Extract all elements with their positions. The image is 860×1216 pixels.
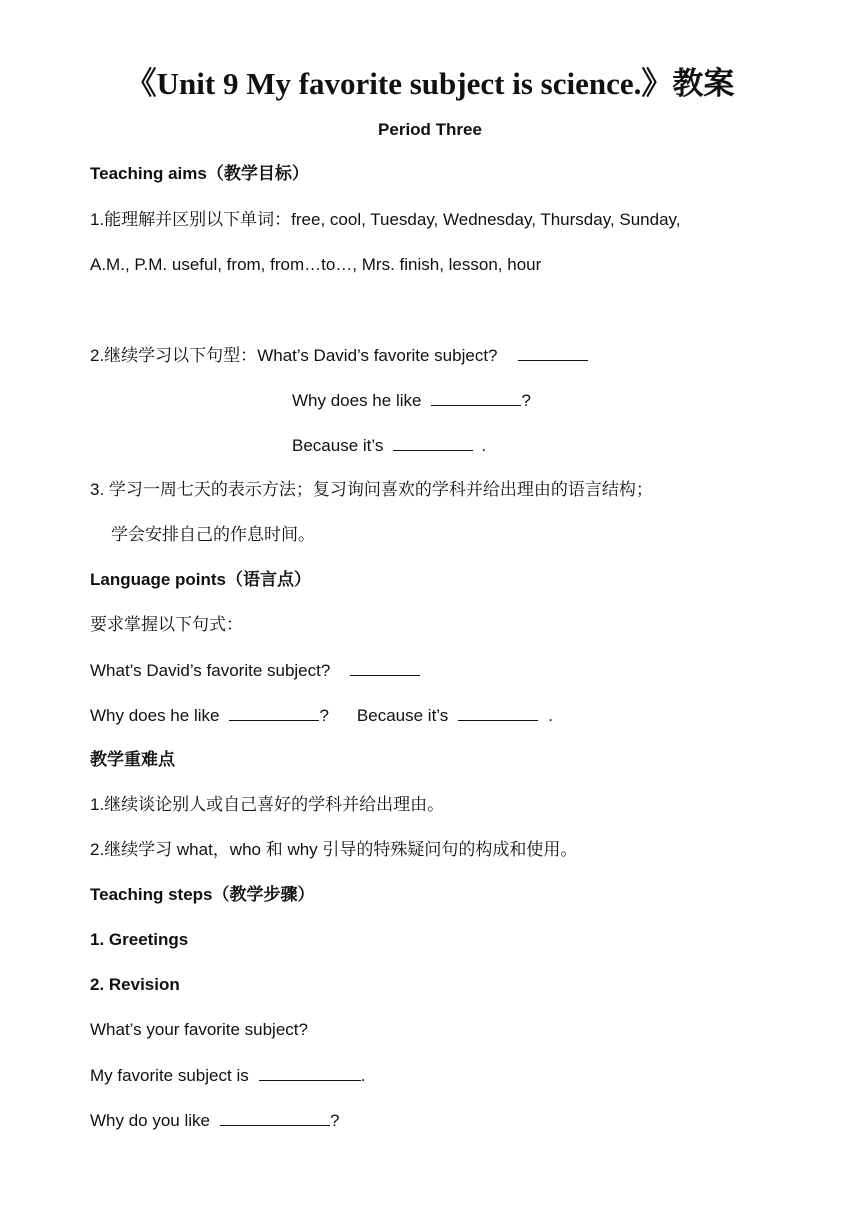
step-greetings: 1. Greetings xyxy=(90,930,189,949)
revision-question2: Why do you like xyxy=(90,1111,210,1130)
question-mark: ? xyxy=(330,1111,340,1130)
language-points-line1 xyxy=(90,659,420,682)
document-subtitle: Period Three xyxy=(378,120,482,139)
revision-line3 xyxy=(90,1109,339,1132)
aims-item1-line1: 1.能理解并区别以下单词：free, cool, Tuesday, Wednesday, Thursday, Sunday, xyxy=(90,210,681,229)
language-points-line2 xyxy=(90,704,553,727)
answer-blank xyxy=(393,434,473,451)
key-points-item2: 2.继续学习 what，who 和 why 引导的特殊疑问句的构成和使用。 xyxy=(90,840,578,859)
key-points-heading: 教学重难点 xyxy=(90,750,175,769)
aims-item2-line1 xyxy=(90,344,588,367)
step-revision: 2. Revision xyxy=(90,975,180,994)
answer-blank xyxy=(458,704,538,721)
answer-blank xyxy=(431,389,521,406)
lp-answer: Because it’s xyxy=(356,706,449,725)
period-mark: . xyxy=(360,1066,366,1085)
question-mark: ? xyxy=(319,706,329,725)
revision-line2 xyxy=(90,1064,365,1087)
aims-item3-line1: 3. 学习一周七天的表示方法；复习询问喜欢的学科并给出理由的语言结构； xyxy=(90,480,653,499)
aims-item2-question1: What’s David’s favorite subject? xyxy=(257,346,498,365)
answer-blank xyxy=(229,704,319,721)
aims-item2-line2 xyxy=(292,389,531,412)
revision-answer: My favorite subject is xyxy=(90,1066,249,1085)
aims-item3-line2: 学会安排自己的作息时间。 xyxy=(111,525,315,544)
answer-blank xyxy=(220,1109,330,1126)
lp-question1: What’s David’s favorite subject? xyxy=(90,661,331,680)
document-title: 《Unit 9 My favorite subject is science.》教案 xyxy=(125,66,735,101)
revision-question1: What’s your favorite subject? xyxy=(90,1020,308,1039)
answer-blank xyxy=(350,659,420,676)
teaching-aims-heading: Teaching aims（教学目标） xyxy=(90,164,309,183)
key-points-item1: 1.继续谈论别人或自己喜好的学科并给出理由。 xyxy=(90,795,445,814)
period-mark: . xyxy=(548,706,554,725)
period-mark: . xyxy=(481,436,487,455)
aims-item2-prefix: 2.继续学习以下句型： xyxy=(90,346,258,365)
aims-item2-line3 xyxy=(292,434,486,457)
aims-item2-question2: Why does he like xyxy=(292,391,422,410)
aims-item2-answer: Because it’s xyxy=(292,436,384,455)
language-points-heading: Language points（语言点） xyxy=(90,570,311,589)
answer-blank xyxy=(518,344,588,361)
teaching-steps-heading: Teaching steps（教学步骤） xyxy=(90,885,315,904)
answer-blank xyxy=(259,1064,361,1081)
aims-item1-line2: A.M., P.M. useful, from, from…to…, Mrs. finish, lesson, hour xyxy=(90,255,542,274)
lp-question2: Why does he like xyxy=(90,706,220,725)
question-mark: ? xyxy=(521,391,531,410)
language-points-intro: 要求掌握以下句式： xyxy=(90,615,243,634)
